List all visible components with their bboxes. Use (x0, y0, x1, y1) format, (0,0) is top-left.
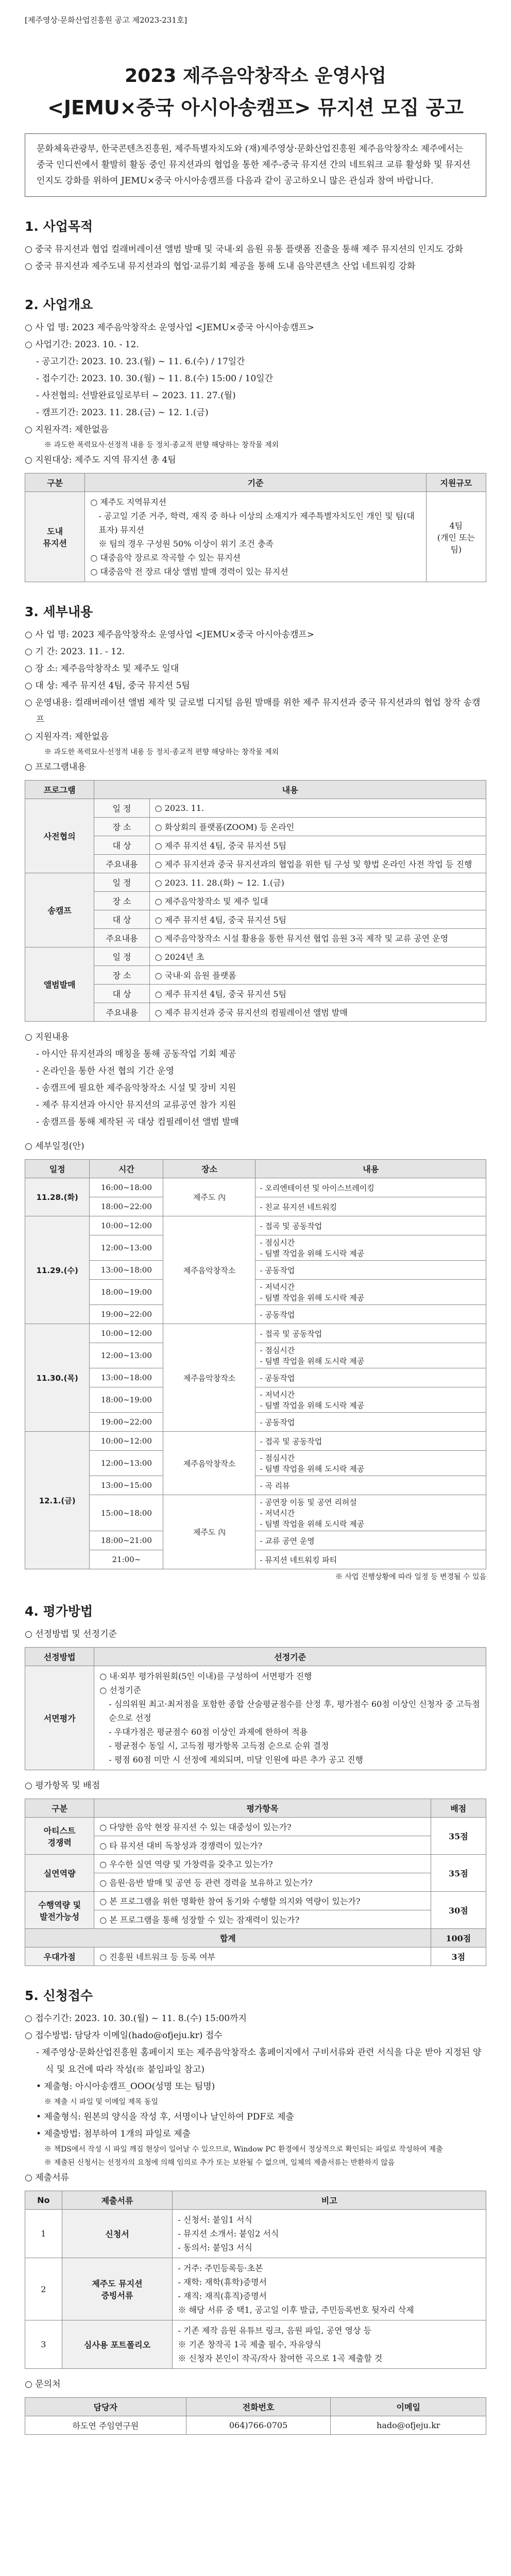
selection-line: ○ 내·외부 평가위원회(5인 이내)를 구성하여 서면평가 진행 (99, 1671, 312, 1681)
details-line: ○ 사 업 명: 2023 제주음악창작소 운영사업 <JEMU×중국 아시아송캠프> (25, 630, 315, 640)
section-title-overview: 2. 사업개요 (25, 297, 93, 312)
eligibility-row-label: 도내 뮤지션 (25, 492, 85, 582)
criteria-line: ○ 제주도 지역뮤지션 (90, 497, 167, 507)
schedule-date: 11.28.(화) (25, 1178, 90, 1216)
program-row (25, 836, 486, 855)
program-row (25, 985, 486, 1003)
support-line: - 제주 뮤지션과 아시안 뮤지션의 교류공연 참가 지원 (36, 1100, 236, 1110)
schedule-time: 18:00~22:00 (90, 1197, 163, 1216)
selection-line: - 평점 60점 미만 시 선정에 제외되며, 미달 인원에 따른 추가 공고 진행 (109, 1755, 363, 1765)
schedule-time: 12:00~13:00 (90, 1343, 163, 1368)
program-value: ○ 화상회의 플랫폼(ZOOM) 등 온라인 (149, 818, 486, 836)
schedule-place: 제주음악창작소 (163, 1432, 256, 1495)
application-line: - 제주영상·문화산업진흥원 홈페이지 또는 제주음악창작소 홈페이지에서 구비서류와 관련 서식을 다운 받아 지정된 양식 및 요건에 따라 작성(※ 붙임파일 참고) (36, 2047, 482, 2075)
program-field: 장 소 (94, 966, 149, 985)
contact-title: ○ 문의처 (25, 2379, 61, 2389)
eval-item: ○ 음원·음반 발매 및 공연 등 관련 경력을 보유하고 있는가? (94, 1873, 431, 1892)
program-field: 장 소 (94, 818, 149, 836)
section-title-evaluation: 4. 평가방법 (25, 1604, 93, 1619)
eval-row (25, 1892, 486, 1910)
eval-item: ○ 본 프로그램을 위한 명확한 참여 동기와 수행할 의지와 역량이 있는가? (94, 1892, 431, 1910)
schedule-place: 제주도 內 (163, 1178, 256, 1216)
eval-item: ○ 우수한 실연 역량 및 가창력을 갖추고 있는가? (94, 1855, 431, 1873)
contact-header-email: 이메일 (331, 2398, 486, 2416)
eligibility-header-scale: 지원규모 (426, 473, 486, 492)
criteria-line: ※ 팀의 경우 구성원 50% 이상이 위기 조건 충족 (98, 539, 274, 549)
schedule-note: ※ 사업 진행상황에 따라 일정 등 변경될 수 있음 (335, 1573, 486, 1581)
program-name: 송캠프 (25, 873, 94, 947)
program-row (25, 910, 486, 929)
schedule-time: 18:00~19:00 (90, 1280, 163, 1305)
eligibility-criteria (85, 492, 426, 582)
section-title-application: 5. 신청접수 (25, 1988, 93, 2003)
program-row (25, 966, 486, 985)
schedule-place: 제주도 內 (163, 1495, 256, 1569)
eval-header-score: 배점 (431, 1799, 486, 1818)
eval-title: ○ 평가항목 및 배점 (25, 1781, 100, 1791)
schedule-content: - 저녁시간 - 팀별 작업을 위해 도시락 제공 (256, 1387, 486, 1413)
schedule-content: - 접곡 및 공동작업 (256, 1216, 486, 1235)
eligibility-header-category: 구분 (25, 473, 85, 492)
program-field: 일 정 (94, 873, 149, 892)
schedule-time: 19:00~22:00 (90, 1413, 163, 1432)
criteria-line: ○ 대중음악 전 장르 대상 앨범 발매 경력이 있는 뮤지션 (90, 567, 288, 577)
program-value: ○ 2023. 11. 28.(화) ~ 12. 1.(금) (149, 873, 486, 892)
program-row (25, 929, 486, 947)
selection-line: - 심의위원 최고·최저점을 포함한 종합 산술평균점수를 산정 후, 평가점수 60점 이상인 신청자 중 고득점 순으로 선정 (109, 1699, 480, 1723)
document-row (25, 2320, 486, 2369)
schedule-row (25, 1432, 486, 1451)
overview-list (25, 319, 486, 469)
contact-header-person: 담당자 (25, 2398, 186, 2416)
application-line: ○ 제출서류 (25, 2173, 69, 2183)
eval-category: 아티스트 경쟁력 (25, 1818, 94, 1855)
schedule-content: - 공연장 이동 및 공연 리허설 - 저녁시간 - 팀별 작업을 위해 도시락 제공 (256, 1495, 486, 1531)
eval-total-label: 합계 (25, 1929, 431, 1947)
support-list (25, 1046, 486, 1131)
eval-score: 35점 (431, 1855, 486, 1892)
program-value: ○ 국내·외 음원 플랫폼 (149, 966, 486, 985)
schedule-content: - 공동작업 (256, 1413, 486, 1432)
schedule-row (25, 1476, 486, 1495)
selection-header-method: 선정방법 (25, 1648, 94, 1666)
program-name: 사전협의 (25, 799, 94, 873)
schedule-content: - 교류 공연 운영 (256, 1531, 486, 1550)
eligibility-scale: 4팀 (개인 또는 팀) (426, 492, 486, 582)
schedule-title: ○ 세부일정(안) (25, 1141, 84, 1151)
application-line: • 제출방법: 첨부하여 1개의 파일로 제출 (36, 2129, 191, 2139)
schedule-content: - 점심시간 - 팀별 작업을 위해 도시락 제공 (256, 1343, 486, 1368)
schedule-row (25, 1495, 486, 1531)
contact-table (25, 2397, 486, 2435)
schedule-time: 12:00~13:00 (90, 1451, 163, 1476)
program-value: ○ 제주 뮤지션과 중국 뮤지션의 컴필레이션 앨범 발매 (149, 1003, 486, 1022)
overview-line: ○ 사 업 명: 2023 제주음악창작소 운영사업 <JEMU×중국 아시아송캠프> (25, 323, 315, 333)
program-row (25, 873, 486, 892)
support-line: - 온라인을 통한 사전 협의 기간 운영 (36, 1066, 175, 1076)
schedule-time: 13:00~18:00 (90, 1261, 163, 1280)
selection-line: - 우대가점은 평균점수 60점 이상인 과제에 한하여 적용 (109, 1727, 308, 1737)
program-field: 대 상 (94, 985, 149, 1003)
eval-row (25, 1873, 486, 1892)
selection-method: 서면평가 (25, 1666, 94, 1770)
eligibility-header-criteria: 기준 (85, 473, 426, 492)
schedule-header-time: 시간 (90, 1160, 163, 1178)
doc-number: [제주영상·문화산업진흥원 공고 제2023-231호] (25, 15, 188, 25)
schedule-time: 16:00~18:00 (90, 1178, 163, 1197)
doc-no: 2 (25, 2258, 62, 2320)
schedule-row (25, 1451, 486, 1476)
doc-name: 제주도 뮤지션 증빙서류 (62, 2258, 173, 2320)
schedule-row (25, 1216, 486, 1235)
program-value: ○ 제주음악창작소 시설 활용을 통한 뮤지션 협업 음원 3곡 제작 및 교류 공연 운영 (149, 929, 486, 947)
contact-email[interactable]: hado@ofjeju.kr (331, 2416, 486, 2435)
schedule-time: 12:00~13:00 (90, 1235, 163, 1261)
eval-category: 실연역량 (25, 1855, 94, 1892)
page-title-line2: <JEMU×중국 아시아송캠프> 뮤지션 모집 공고 (47, 96, 464, 119)
schedule-content: - 공동작업 (256, 1305, 486, 1324)
program-header-name: 프로그램 (25, 781, 94, 799)
schedule-row (25, 1280, 486, 1305)
details-line: ○ 기 간: 2023. 11. - 12. (25, 647, 125, 657)
schedule-content: - 오리엔테이션 및 아이스브레이킹 (256, 1178, 486, 1197)
schedule-date: 11.30.(목) (25, 1324, 90, 1432)
details-line: ○ 대 상: 제주 뮤지션 4팀, 중국 뮤지션 5팀 (25, 681, 190, 691)
doc-name: 신청서 (62, 2210, 173, 2258)
schedule-time: 10:00~12:00 (90, 1324, 163, 1343)
application-line: ○ 접수기간: 2023. 10. 30.(월) ~ 11. 8.(수) 15:00까지 (25, 2013, 247, 2024)
schedule-row (25, 1368, 486, 1387)
docs-header-no: No (25, 2191, 62, 2210)
purpose-line: ○ 중국 뮤지션과 제주도내 뮤지션과의 협업·교류기회 제공을 통해 도내 음악콘텐츠 산업 네트워킹 강화 (25, 261, 416, 272)
schedule-place: 제주음악창작소 (163, 1324, 256, 1432)
schedule-time: 18:00~19:00 (90, 1387, 163, 1413)
schedule-row (25, 1413, 486, 1432)
schedule-place: 제주음악창작소 (163, 1216, 256, 1324)
program-row (25, 892, 486, 910)
eval-row (25, 1855, 486, 1873)
doc-name: 심사용 포트폴리오 (62, 2320, 173, 2369)
schedule-row (25, 1197, 486, 1216)
program-row (25, 947, 486, 966)
selection-header-criteria: 선정기준 (94, 1648, 486, 1666)
eval-row (25, 1910, 486, 1929)
doc-note: - 거주: 주민등록등·초본 - 재학: 재학(휴학)증명서 - 재직: 재직(휴직)증명서 ※ 해당 서류 중 택1, 공고일 이후 발급, 주민등록번호 뒷자리 삭제 (173, 2258, 486, 2320)
support-line: - 아시안 뮤지션과의 매칭을 통해 공동작업 기회 제공 (36, 1049, 236, 1059)
details-line: ※ 과도한 폭력묘사·선정적 내용 등 정치·종교적 편향 해당하는 창작물 제외 (44, 748, 279, 756)
program-field: 주요내용 (94, 1003, 149, 1022)
schedule-content: - 친교 뮤지션 네트워킹 (256, 1197, 486, 1216)
select-title: ○ 선정방법 및 선정기준 (25, 1629, 117, 1639)
schedule-date: 12.1.(금) (25, 1432, 90, 1569)
doc-no: 3 (25, 2320, 62, 2369)
schedule-time: 18:00~21:00 (90, 1531, 163, 1550)
contact-person: 하도연 주임연구원 (25, 2416, 186, 2435)
eval-header-category: 구분 (25, 1799, 94, 1818)
schedule-content: - 공동작업 (256, 1261, 486, 1280)
details-list (25, 626, 486, 776)
bonus-score: 3점 (431, 1947, 486, 1966)
schedule-content: - 점심시간 - 팀별 작업을 위해 도시락 제공 (256, 1235, 486, 1261)
schedule-table (25, 1159, 486, 1569)
intro-box: 문화체육관광부, 한국콘텐츠진흥원, 제주특별자치도와 (재)제주영상·문화산업진흥원 제주음악창작소 제주에서는 중국 인디씬에서 활발히 활동 중인 뮤지션과의 협업을 통한 제주-중국 뮤지션 간의 네트워크 교류 활성화 및 뮤지션 인지도 강화를 위하여 JEMU×중국 아시아송캠프를 다음과 같이 공고하오니 많은 관심과 참여 바랍니다. (25, 133, 486, 197)
details-line: ○ 프로그램내용 (25, 762, 86, 772)
overview-line: - 접수기간: 2023. 10. 30.(월) ~ 11. 8.(수) 15:00 / 10일간 (36, 374, 274, 384)
schedule-date: 11.29.(수) (25, 1216, 90, 1324)
docs-header-name: 제출서류 (62, 2191, 173, 2210)
overview-line: - 공고기간: 2023. 10. 23.(월) ~ 11. 6.(수) / 17일간 (36, 357, 245, 367)
program-value: ○ 제주 뮤지션 4팀, 중국 뮤지션 5팀 (149, 910, 486, 929)
program-field: 일 정 (94, 799, 149, 818)
section-title-details: 3. 세부내용 (25, 604, 93, 619)
program-value: ○ 제주음악창작소 및 제주 일대 (149, 892, 486, 910)
schedule-row (25, 1531, 486, 1550)
details-line: ○ 운영내용: 컬래버레이션 앨범 제작 및 글로벌 디지털 음원 발매를 위한 제주 뮤지션과 중국 뮤지션과의 협업 창작 송캠프 (25, 698, 481, 725)
eval-category: 수행역량 및 발전가능성 (25, 1892, 94, 1929)
schedule-content: - 공동작업 (256, 1368, 486, 1387)
overview-line: - 캠프기간: 2023. 11. 28.(금) ~ 12. 1.(금) (36, 408, 209, 418)
program-name: 앨범발매 (25, 947, 94, 1022)
program-row (25, 1003, 486, 1022)
page-title-line1: 2023 제주음악창작소 운영사업 (125, 65, 386, 87)
selection-line: ○ 선정기준 (99, 1685, 142, 1695)
eval-score: 35점 (431, 1818, 486, 1855)
selection-table (25, 1647, 486, 1770)
application-list (25, 2010, 486, 2187)
program-field: 주요내용 (94, 855, 149, 873)
support-line: - 송캠프에 필요한 제주음악창작소 시설 및 장비 지원 (36, 1083, 236, 1093)
application-line: • 제출형식: 원본의 양식을 작성 후, 서명이나 날인하여 PDF로 제출 (36, 2112, 294, 2122)
details-line: ○ 장 소: 제주음악창작소 및 제주도 일대 (25, 664, 179, 674)
application-line: ※ 제출된 신청서는 선정자의 요청에 의해 임의로 추가 또는 보완될 수 없으며, 일체의 제출서류는 반환하지 않음 (44, 2159, 395, 2167)
program-table (25, 780, 486, 1022)
selection-line: - 평균점수 동일 시, 고득점 평가항목 고득점 순으로 순위 결정 (109, 1741, 329, 1751)
schedule-row (25, 1550, 486, 1569)
documents-table (25, 2191, 486, 2369)
program-value: ○ 제주 뮤지션 4팀, 중국 뮤지션 5팀 (149, 836, 486, 855)
contact-phone: 064)766-0705 (186, 2416, 331, 2435)
schedule-time: 21:00~ (90, 1550, 163, 1569)
criteria-line: - 공고일 기준 거주, 학력, 재직 중 하나 이상의 소재지가 제주특별자치도인 개인 및 팀(대표자) 뮤지션 (98, 511, 415, 535)
schedule-time: 19:00~22:00 (90, 1305, 163, 1324)
eval-row (25, 1836, 486, 1855)
bonus-label: 우대가점 (25, 1947, 94, 1966)
docs-header-note: 비고 (173, 2191, 486, 2210)
schedule-time: 13:00~15:00 (90, 1476, 163, 1495)
program-field: 대 상 (94, 836, 149, 855)
eval-score: 30점 (431, 1892, 486, 1929)
schedule-row (25, 1235, 486, 1261)
schedule-content: - 점심시간 - 팀별 작업을 위해 도시락 제공 (256, 1451, 486, 1476)
overview-line: ※ 과도한 폭력묘사·선정적 내용 등 정치·종교적 편향 해당하는 창작물 제외 (44, 441, 279, 449)
section-title-purpose: 1. 사업목적 (25, 219, 93, 234)
contact-header-phone: 전화번호 (186, 2398, 331, 2416)
program-row (25, 818, 486, 836)
evaluation-table (25, 1799, 486, 1966)
program-field: 장 소 (94, 892, 149, 910)
program-field: 주요내용 (94, 929, 149, 947)
support-line: - 송캠프를 통해 제작된 곡 대상 컴필레이션 앨범 발매 (36, 1117, 239, 1127)
eval-item: ○ 본 프로그램을 통해 성장할 수 있는 잠재력이 있는가? (94, 1910, 431, 1929)
eval-total: 100점 (431, 1929, 486, 1947)
eligibility-table (25, 473, 486, 582)
eval-row (25, 1818, 486, 1836)
schedule-row (25, 1343, 486, 1368)
schedule-row (25, 1305, 486, 1324)
application-line: ※ 제출 시 파일 및 이메일 제목 동일 (44, 2098, 158, 2106)
purpose-line: ○ 중국 뮤지션과 협업 컬래버레이션 앨범 발매 및 국내·외 음원 유통 플랫폼 진출을 통해 제주 뮤지션의 인지도 강화 (25, 244, 464, 255)
program-row (25, 799, 486, 818)
application-line: ※ 책DS에서 작성 시 파일 깨짐 현상이 일어날 수 있으므로, Window PC 환경에서 정상적으로 확인되는 파일로 작성하여 제출 (44, 2145, 443, 2154)
overview-line: - 사전협의: 선발완료일로부터 ~ 2023. 11. 27.(월) (36, 391, 236, 401)
program-value: ○ 제주 뮤지션 4팀, 중국 뮤지션 5팀 (149, 985, 486, 1003)
eval-item: ○ 타 뮤지션 대비 독창성과 경쟁력이 있는가? (94, 1836, 431, 1855)
criteria-line: ○ 대중음악 장르로 작곡할 수 있는 뮤지션 (90, 553, 241, 563)
schedule-content: - 접곡 및 공동작업 (256, 1432, 486, 1451)
support-title: ○ 지원내용 (25, 1032, 69, 1042)
eval-header-item: 평가항목 (94, 1799, 431, 1818)
schedule-content: - 뮤지션 네트워킹 파티 (256, 1550, 486, 1569)
program-value: ○ 2023. 11. (149, 799, 486, 818)
doc-no: 1 (25, 2210, 62, 2258)
schedule-header-date: 일정 (25, 1160, 90, 1178)
schedule-row (25, 1178, 486, 1197)
selection-criteria (94, 1666, 486, 1770)
overview-line: ○ 사업기간: 2023. 10. - 12. (25, 340, 139, 350)
schedule-content: - 접곡 및 공동작업 (256, 1324, 486, 1343)
document-row (25, 2258, 486, 2320)
schedule-row (25, 1324, 486, 1343)
schedule-row (25, 1261, 486, 1280)
application-line: • 제출형: 아시아송캠프_OOO(성명 또는 팀명) (36, 2081, 215, 2092)
program-value: ○ 제주 뮤지션과 중국 뮤지션과의 협업을 위한 팀 구성 및 향법 온라인 사전 작업 등 진행 (149, 855, 486, 873)
overview-line: ○ 지원대상: 제주도 지역 뮤지션 총 4팀 (25, 455, 176, 465)
purpose-list (25, 241, 486, 275)
details-line: ○ 지원자격: 제한없음 (25, 732, 109, 742)
application-line: ○ 접수방법: 담당자 이메일(hado@ofjeju.kr) 접수 (25, 2030, 223, 2041)
schedule-header-place: 장소 (163, 1160, 256, 1178)
document-row (25, 2210, 486, 2258)
schedule-time: 13:00~18:00 (90, 1368, 163, 1387)
program-header-content: 내용 (94, 781, 486, 799)
program-row (25, 855, 486, 873)
schedule-content: - 저녁시간 - 팀별 작업을 위해 도시락 제공 (256, 1280, 486, 1305)
program-value: ○ 2024년 초 (149, 947, 486, 966)
schedule-time: 15:00~18:00 (90, 1495, 163, 1531)
schedule-row (25, 1387, 486, 1413)
program-field: 일 정 (94, 947, 149, 966)
eval-item: ○ 다양한 음악 현장 뮤지션 수 있는 대중성이 있는가? (94, 1818, 431, 1836)
doc-note: - 기존 제작 음원 유튜브 링크, 음원 파일, 공연 영상 등 ※ 기존 창작곡 1곡 제출 필수, 자유양식 ※ 신청자 본인이 작곡/작사 참여한 곡으로 1곡 제출할 것 (173, 2320, 486, 2369)
program-field: 대 상 (94, 910, 149, 929)
schedule-header-content: 내용 (256, 1160, 486, 1178)
bonus-item: ○ 진흥원 네트워크 등 등록 여부 (94, 1947, 431, 1966)
schedule-content: - 곡 리뷰 (256, 1476, 486, 1495)
doc-note: - 신청서: 붙임1 서식 - 뮤지션 소개서: 붙임2 서식 - 동의서: 붙임3 서식 (173, 2210, 486, 2258)
schedule-time: 10:00~12:00 (90, 1432, 163, 1451)
schedule-time: 10:00~12:00 (90, 1216, 163, 1235)
overview-line: ○ 지원자격: 제한없음 (25, 425, 109, 435)
